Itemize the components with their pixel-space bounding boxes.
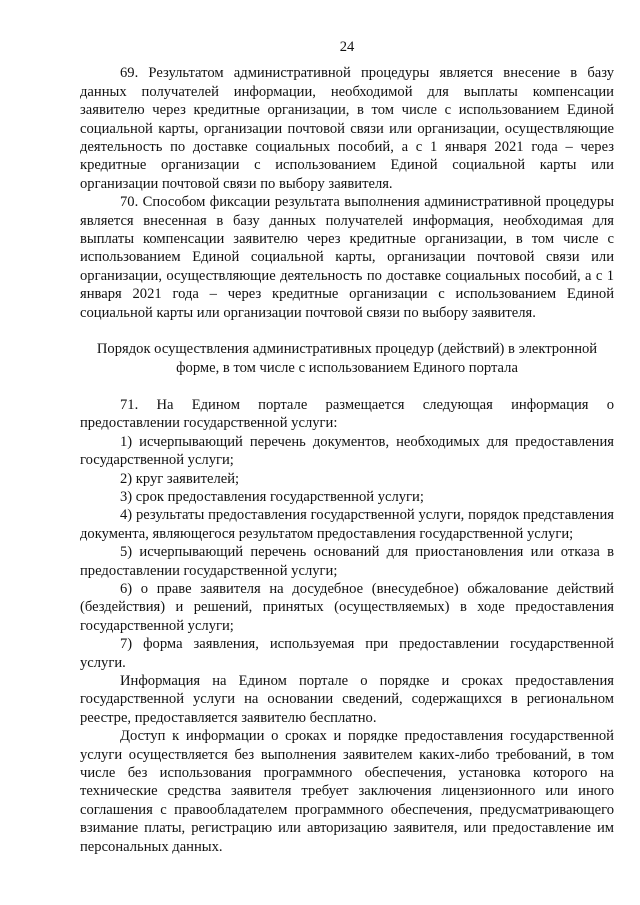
list-item-6: 6) о праве заявителя на досудебное (внесудебное) обжалование действий (бездействия) и решений, принятых (осуществляемых) в ходе предоставления государственной услуги; (80, 580, 614, 634)
list-item-7: 7) форма заявления, используемая при предоставлении государственной услуги. (80, 636, 614, 671)
paragraph-71: 71. На Едином портале размещается следующая информация о предоставлении государственной услуги: (80, 396, 614, 432)
list-item-2: 2) круг заявителей; (120, 470, 240, 487)
list-item-5: 5) исчерпывающий перечень оснований для приостановления или отказа в предоставлении государственной услуги; (80, 544, 614, 579)
page-number: 24 (339, 39, 355, 55)
section-heading: Порядок осуществления административных процедур (действий) в электронной форме, в том числе с использованием Единого портала (96, 341, 598, 376)
paragraph-70: 70. Способом фиксации результата выполнения административной процедуры является внесенная в базу данных получателей информация, необходимая для выплаты компенсации заявителю через кредитные организации, в том числе с использованием Единой социальной карты, организации почтовой связи или организации, осуществляющие деятельность по доставке социальных пособий, а с 1 января 2021 года – через кредитные организации с использованием Единой социальной карты или организации почтовой связи по выбору заявителя. (80, 194, 614, 321)
list-item-3: 3) срок предоставления государственной услуги; (120, 488, 424, 505)
list-item-4: 4) результаты предоставления государственной услуги, порядок представления документа, являющегося результатом предоставления государственной услуги; (80, 507, 614, 542)
list-item-1: 1) исчерпывающий перечень документов, необходимых для предоставления государственной услуги; (80, 433, 614, 469)
paragraph-access: Доступ к информации о сроках и порядке предоставления государственной услуги осуществляется без выполнения заявителем каких-либо требований, в том числе без использования программного обеспечения, установка которого на технические средства заявителя требует заключения лицензионного или иного соглашения с правообладателем программного обеспечения, предусматривающего взимание платы, регистрацию или авторизацию заявителя, или предоставление им персональных данных. (80, 728, 614, 855)
paragraph-info-free: Информация на Едином портале о порядке и сроках предоставления государственной услуги на основании сведений, содержащихся в региональном реестре, предоставляется заявителю бесплатно. (80, 673, 614, 726)
paragraph-69: 69. Результатом административной процедуры является внесение в базу данных получателей информации, необходимой для выплаты компенсации заявителю через кредитные организации, в том числе с использованием Единой социальной карты, организации почтовой связи или организации, осуществляющие деятельность по доставке социальных пособий, а с 1 января 2021 года – через кредитные организации с использованием Единой социальной карты или организации почтовой связи по выбору заявителя. (80, 65, 614, 192)
